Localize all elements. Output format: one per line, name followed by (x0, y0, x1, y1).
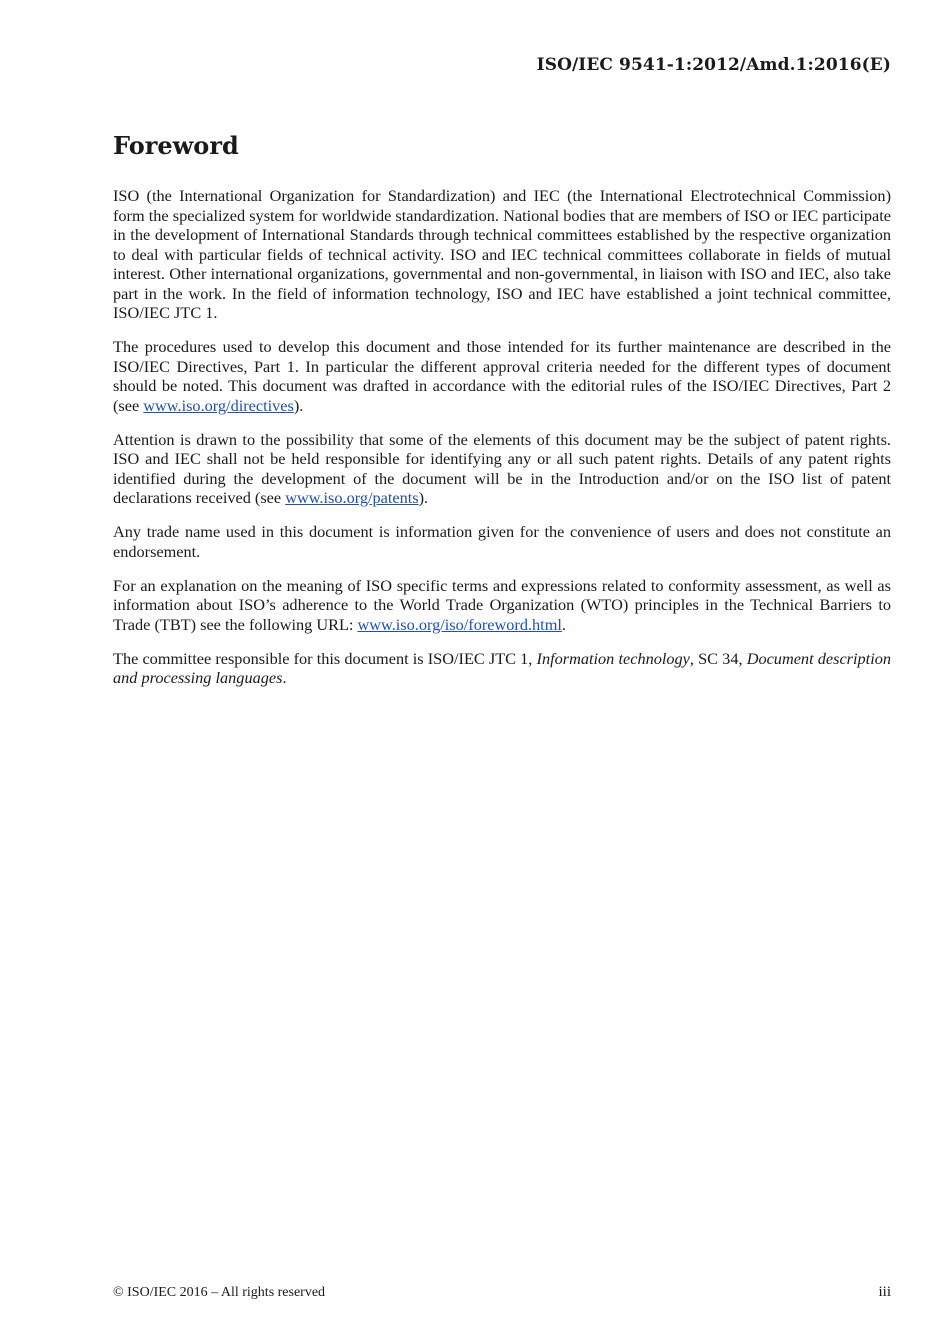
committee-text-3: . (282, 668, 287, 687)
committee-field: Information technology (536, 648, 690, 668)
foreword-link[interactable]: www.iso.org/iso/foreword.html (357, 614, 562, 634)
committee-text-1: The committee responsible for this document is ISO/IEC JTC 1, (113, 648, 537, 668)
paragraph-patents (113, 430, 891, 508)
copyright-notice: © ISO/IEC 2016 – All rights reserved (113, 1285, 326, 1300)
paragraph-conformity-end: . (561, 614, 566, 634)
directives-link[interactable]: www.iso.org/directives (143, 395, 294, 415)
subcommittee-title: Document description and processing languages (113, 648, 892, 687)
paragraph-procedures-end: ). (293, 395, 304, 415)
paragraph-committee (113, 649, 891, 688)
foreword-body (113, 186, 891, 702)
paragraph-conformity (113, 576, 891, 635)
page-title: Foreword (113, 131, 239, 160)
paragraph-procedures-text: The procedures used to develop this document and those intended for its further maintenance are described in the ISO/IEC Directives, Part 1. In particular the different approval criteria needed for the different types of document should be noted. This document was drafted in accordance with the editorial rules of the ISO/IEC Directives, Part 2 (see (113, 337, 891, 415)
paragraph-organizations: ISO (the International Organization for Standardization) and IEC (the International Electrotechnical Commission) form the specialized system for worldwide standardization. National bodies that are members of ISO or IEC participate in the development of International Standards through technical committees established by the respective organization to deal with particular fields of technical activity. ISO and IEC technical committees collaborate in fields of mutual interest. Other international organizations, governmental and non-governmental, in liaison with ISO and IEC, also take part in the work. In the field of information technology, ISO and IEC have established a joint technical committee, ISO/IEC JTC 1. (113, 186, 891, 322)
committee-text-2: , SC 34, (689, 648, 747, 668)
paragraph-procedures (113, 337, 891, 415)
paragraph-patents-end: ). (418, 488, 429, 507)
paragraph-patents-text: Attention is drawn to the possibility that some of the elements of this document may be the subject of patent rights. ISO and IEC shall not be held responsible for identifying any or all such patent rights. Details of any patent rights identified during the development of the document will be in the Introduction and/or on the ISO list of patent declarations received (see (113, 429, 891, 507)
document-identifier: ISO/IEC 9541-1:2012/Amd.1:2016(E) (536, 55, 891, 75)
paragraph-conformity-text: For an explanation on the meaning of ISO specific terms and expressions related to conformity assessment, as well as information about ISO’s adherence to the World Trade Organization (WTO) principles in the Technical Barriers to Trade (TBT) see the following URL: (113, 575, 891, 634)
page-number: iii (878, 1284, 891, 1300)
patents-link[interactable]: www.iso.org/patents (285, 488, 419, 507)
paragraph-trade-name: Any trade name used in this document is information given for the convenience of users and does not constitute an endorsement. (113, 522, 891, 561)
